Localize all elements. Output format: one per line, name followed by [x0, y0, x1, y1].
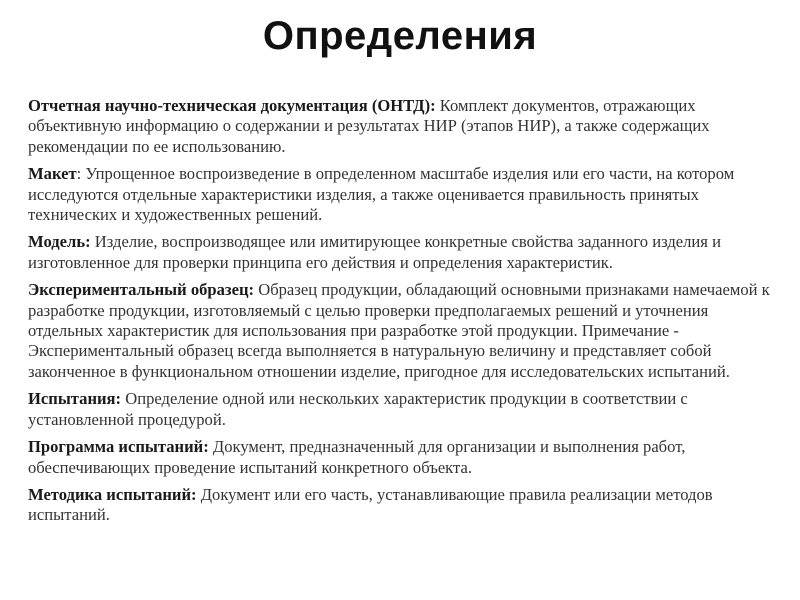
- definition-text: Документ или его часть, устанавливающие правила реализации методов испытаний.: [28, 484, 713, 525]
- definition-text: Определение одной или нескольких характеристик продукции в соответствии с установленной процедурой.: [28, 389, 688, 429]
- definition-term: Программа испытаний:: [28, 437, 209, 457]
- definition-text: Изделие, воспроизводящее или имитирующее конкретные свойства заданного изделия и изготовленное для проверки принципа его действия и определения характеристик.: [28, 232, 721, 272]
- definition-experimental-sample: [28, 280, 776, 382]
- definition-term: Испытания:: [28, 389, 122, 409]
- definition-maket: [28, 164, 776, 225]
- page-title: Определения: [262, 14, 538, 58]
- definition-term: Модель:: [28, 232, 91, 252]
- definition-term: Макет: [28, 164, 77, 184]
- definition-test-program: [28, 437, 776, 478]
- definition-test-method: [28, 485, 776, 526]
- definition-term: Экспериментальный образец:: [28, 280, 255, 300]
- definition-term: Отчетная научно-техническая документация (ОНТД):: [28, 96, 436, 115]
- definition-ontd: [28, 96, 776, 157]
- definition-term: Методика испытаний:: [28, 484, 197, 504]
- definition-tests: [28, 389, 776, 430]
- definition-model: [28, 232, 776, 273]
- definition-text: Комплект документов, отражающих объективную информацию о содержании и результатах НИР (этапов НИР), а также содержащих рекомендации по ее использованию.: [28, 96, 710, 156]
- definition-text: : Упрощенное воспроизведение в определенном масштабе изделия или его части, на котором исследуются отдельные характеристики изделия, а также оценивается правильность принятых технических и художественных решений.: [28, 164, 735, 225]
- definitions-list: [28, 96, 776, 533]
- definition-text: Документ, предназначенный для организации и выполнения работ, обеспечивающих проведение испытаний конкретного объекта.: [28, 437, 686, 477]
- definition-text: Образец продукции, обладающий основными признаками намечаемой к разработке продукции, изготовляемый с целью проверки предполагаемых решений и уточнения отдельных характеристик для использования при разработке этой продукции. Примечание - Экспериментальный образец всегда выполняется в натуральную величину и представляет собой законченное в функциональном отношении изделие, пригодное для исследовательских испытаний.: [28, 280, 770, 381]
